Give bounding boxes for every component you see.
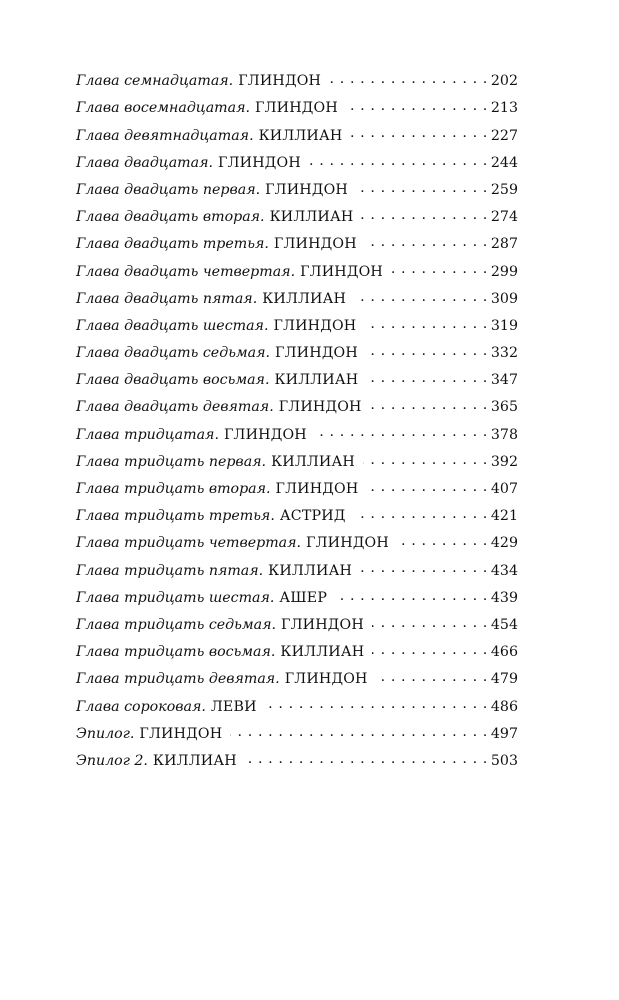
narrator-name: ГЛИНДОН [223,426,307,443]
page-number: 244 [490,154,518,171]
narrator-name: КИЛЛИАН [271,453,355,470]
page-number: 392 [490,453,518,470]
chapter-title: Глава двадцатая. [76,154,213,171]
page-number: 319 [490,317,518,334]
toc-entry [76,560,518,587]
page-number: 365 [490,399,518,416]
toc-entry [76,615,518,642]
dot-leader [366,479,487,493]
narrator-name: КИЛЛИАН [262,290,347,307]
toc-entry [76,696,518,723]
page-number: 466 [490,644,518,661]
narrator-name: ГЛИНДОН [278,399,362,416]
chapter-title: Глава двадцать шестая. [76,317,269,334]
narrator-name: АСТРИД [279,508,346,525]
dot-leader [361,207,487,221]
narrator-name: ГЛИНДОН [275,345,358,362]
chapter-title: Эпилог 2. [76,752,148,769]
toc-entry [76,533,518,560]
toc-entry [76,724,518,751]
toc-entry [76,234,518,261]
dot-leader [360,560,488,574]
toc-entry [76,452,518,479]
narrator-name: КИЛЛИАН [269,209,354,226]
chapter-title: Глава семнадцатая. [76,73,234,90]
chapter-title: Глава тридцать седьмая. [76,616,277,633]
page-number: 287 [490,236,518,253]
page-number: 407 [490,481,518,497]
chapter-title: Глава сороковая. [76,698,206,715]
dot-leader [363,452,488,466]
dot-leader [366,343,488,357]
toc-entry [76,642,518,669]
page-number: 347 [490,372,518,389]
dot-leader [245,751,488,765]
chapter-title: Глава тридцать вторая. [76,481,271,497]
toc-entry [76,479,518,506]
chapter-title: Глава девятнадцатая. [76,127,254,144]
chapter-title: Глава двадцать пятая. [76,290,258,307]
chapter-title: Глава тридцатая. [76,426,219,443]
toc-entry [76,343,518,370]
dot-leader [309,153,488,167]
dot-leader [366,370,488,384]
chapter-title: Глава тридцать третья. [76,508,275,525]
dot-leader [346,98,488,112]
chapter-title: Глава восемнадцатая. [76,100,250,117]
chapter-title: Глава тридцать девятая. [76,671,280,688]
dot-leader [391,261,488,275]
narrator-name: КИЛЛИАН [274,372,359,389]
narrator-name: ГЛИНДОН [275,481,359,497]
toc-entry [76,588,518,615]
toc-entry [76,98,518,125]
page-number: 497 [490,725,518,742]
page-number: 429 [490,535,518,552]
dot-leader [315,424,488,438]
dot-leader [265,696,488,710]
chapter-title: Глава тридцать пятая. [76,562,264,579]
narrator-name: АШЕР [279,589,328,606]
dot-leader [351,125,488,139]
toc-entry [76,397,518,424]
dot-leader [329,71,488,85]
narrator-name: ГЛИНДОН [265,181,349,198]
page-number: 227 [490,127,518,144]
toc-entry [76,289,518,316]
chapter-title: Глава двадцать первая. [76,181,261,198]
toc-entry [76,71,518,98]
narrator-name: ГЛИНДОН [139,725,223,742]
chapter-title: Глава двадцать вторая. [76,209,265,226]
dot-leader [364,316,488,330]
page-number: 274 [490,209,518,226]
page-number: 299 [490,263,518,280]
toc-entry [76,316,518,343]
page-number: 486 [490,698,518,715]
narrator-name: ГЛИНДОН [300,263,384,280]
narrator-name: ГЛИНДОН [273,317,357,334]
toc-entry [76,261,518,288]
chapter-title: Глава двадцать седьмая. [76,345,271,362]
toc-entry [76,125,518,152]
chapter-title: Глава тридцать шестая. [76,589,275,606]
narrator-name: КИЛЛИАН [258,127,343,144]
narrator-name: ГЛИНДОН [273,236,357,253]
page-number: 332 [490,345,518,362]
toc-entry [76,153,518,180]
chapter-title: Глава двадцать четвертая. [76,263,296,280]
page-number: 439 [490,589,518,606]
page-number: 421 [490,508,518,525]
narrator-name: ЛЕВИ [210,698,257,715]
dot-leader [397,533,488,547]
dot-leader [372,615,488,629]
narrator-name: ГЛИНДОН [254,100,338,117]
toc-entry [76,424,518,451]
toc-entry [76,370,518,397]
narrator-name: ГЛИНДОН [217,154,301,171]
narrator-name: ГЛИНДОН [284,671,368,688]
page-number: 434 [490,562,518,579]
toc-entry [76,180,518,207]
dot-leader [370,397,488,411]
table-of-contents [76,71,518,778]
dot-leader [356,180,488,194]
page-number: 378 [490,426,518,443]
page-number: 503 [490,752,518,769]
chapter-title: Глава двадцать третья. [76,236,269,253]
toc-entry [76,751,518,778]
narrator-name: ГЛИНДОН [281,616,364,633]
narrator-name: ГЛИНДОН [238,73,322,90]
chapter-title: Глава тридцать четвертая. [76,535,302,552]
dot-leader [376,669,488,683]
chapter-title: Глава двадцать девятая. [76,399,274,416]
toc-entry [76,506,518,533]
dot-leader [365,234,488,248]
dot-leader [354,289,488,303]
narrator-name: КИЛЛИАН [152,752,237,769]
chapter-title: Эпилог. [76,725,135,742]
page-number: 213 [490,100,518,117]
toc-entry [76,669,518,696]
narrator-name: КИЛЛИАН [280,644,365,661]
narrator-name: КИЛЛИАН [268,562,353,579]
page-number: 454 [490,616,518,633]
toc-entry [76,207,518,234]
chapter-title: Глава двадцать восьмая. [76,372,270,389]
page-number: 259 [490,181,518,198]
dot-leader [354,506,488,520]
dot-leader [372,642,488,656]
dot-leader [230,724,488,738]
dot-leader [335,588,488,602]
page-number: 202 [490,73,518,90]
chapter-title: Глава тридцать первая. [76,453,267,470]
narrator-name: ГЛИНДОН [306,535,389,552]
page-number: 309 [490,290,518,307]
page-number: 479 [490,671,518,688]
chapter-title: Глава тридцать восьмая. [76,644,276,661]
